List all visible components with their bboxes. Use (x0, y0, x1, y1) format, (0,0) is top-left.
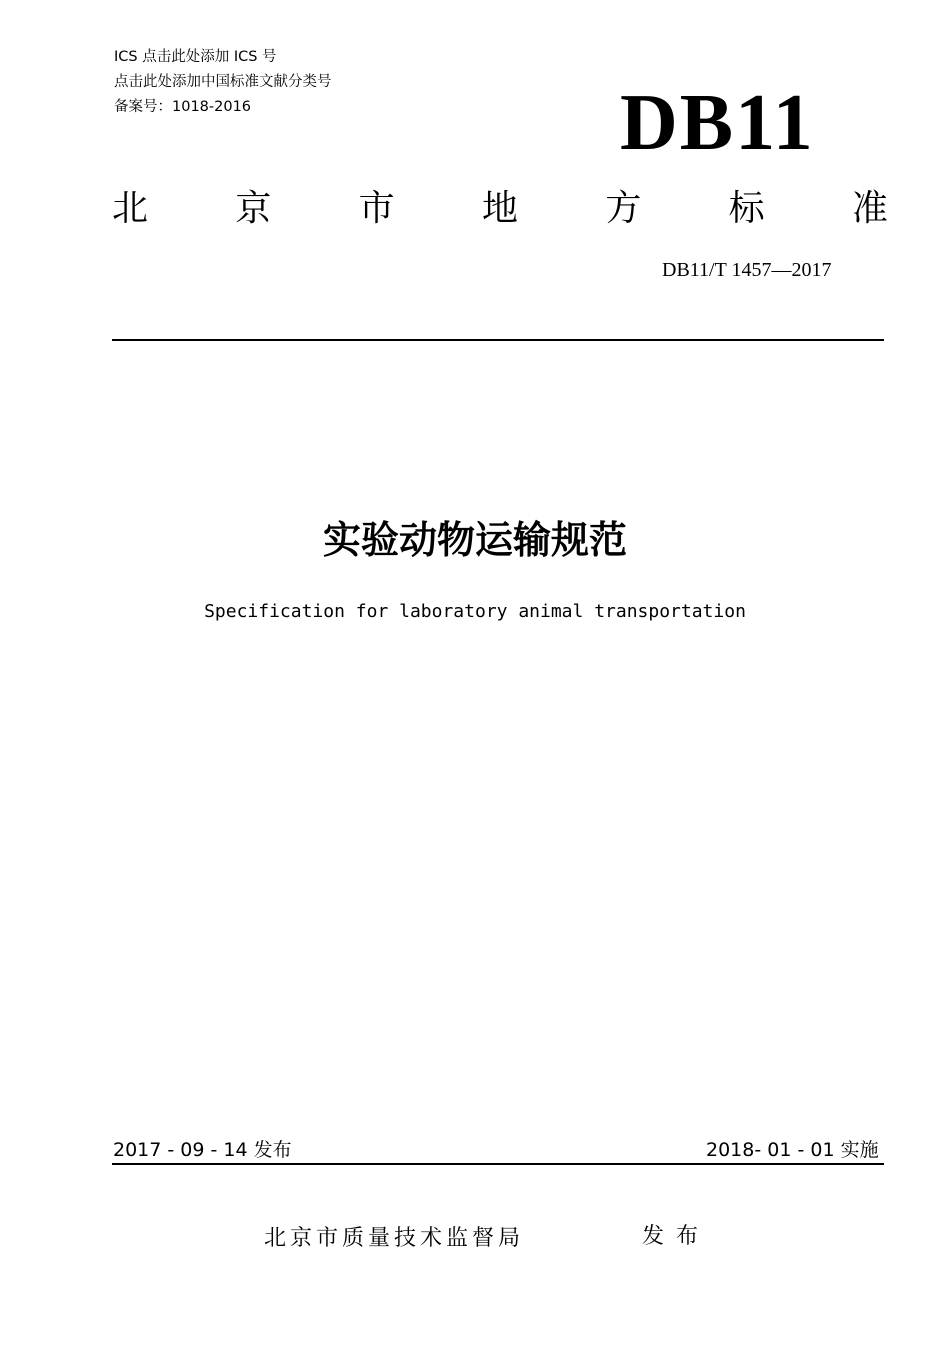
standard-type-heading (112, 188, 888, 230)
issuing-label: 发布 (642, 1224, 711, 1249)
standard-type-char: 标 (728, 188, 765, 229)
issue-date: 2017 - 09 - 14 发布 (113, 1139, 292, 1161)
ics-number: ICS 点击此处添加 ICS 号 (114, 49, 277, 65)
document-title-english: Specification for laboratory animal transportation (204, 601, 746, 622)
date-divider (112, 1163, 884, 1165)
standard-type-char: 准 (851, 188, 888, 229)
classification-number: 点击此处添加中国标准文献分类号 (114, 74, 332, 90)
db-logo: DB11 (620, 79, 815, 167)
standard-type-char: 京 (235, 188, 272, 229)
implementation-date: 2018- 01 - 01 实施 (706, 1139, 879, 1161)
header-divider (112, 339, 884, 341)
standard-number: DB11/T 1457—2017 (662, 259, 832, 281)
standard-type-char: 北 (112, 188, 149, 229)
filing-number: 备案号：1018-2016 (114, 99, 252, 115)
standard-type-char: 方 (605, 188, 642, 229)
issuing-authority: 北京市质量技术监督局 (264, 1226, 525, 1251)
standard-type-char: 市 (358, 188, 395, 229)
standard-type-char: 地 (481, 188, 518, 229)
document-title-chinese: 实验动物运输规范 (322, 518, 627, 562)
